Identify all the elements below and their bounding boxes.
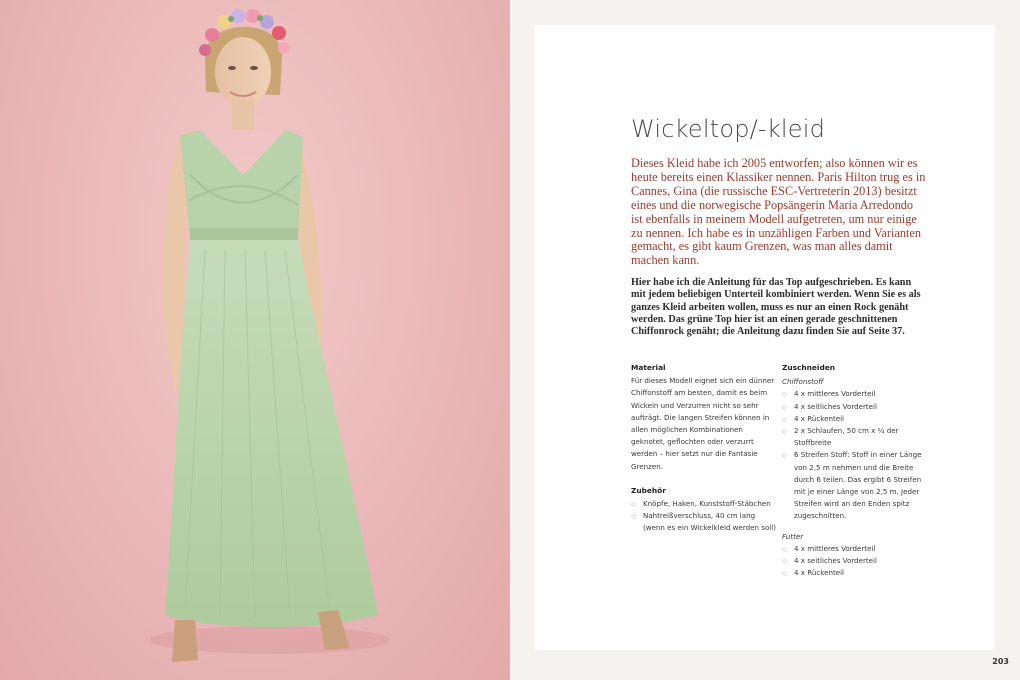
page-number: 203: [992, 657, 1009, 666]
futter-list: [782, 543, 932, 580]
instructions-paragraph: Hier habe ich die Anleitung für das Top aufgeschrieben. Es kann mit jedem beliebigen Unterteil kombiniert werden. Wenn Sie es als ganzes Kleid arbeiten wollen, muss es nur an einen Rock genäht werden. Das grüne Top hier ist an einen gerade geschnittenen Chiffonrock genäht; die Anleitung dazu finden Sie auf Seite 37.: [631, 277, 921, 338]
list-item: ◇ 4 x seitliches Vorderteil: [782, 555, 932, 567]
chiffon-label: Chiffonstoff: [782, 377, 824, 387]
skirt: [165, 240, 378, 627]
list-item: ◇ 4 x mittleres Vorderteil: [782, 388, 932, 400]
zuschneiden-column: [782, 362, 932, 579]
material-text: Für dieses Modell eignet sich ein dünner Chiffonstoff am besten, damit es beim Wickeln und Verzurren nicht so sehr aufträgt. Die langen Streifen können in allen möglichen Kombinationen geknotet, geflochten oder verzurrt werden – hier setzt nur die Fantasie Grenzen.: [631, 376, 775, 471]
list-item: ◇ 4 x Rückenteil: [782, 567, 932, 579]
list-item: ◇ 4 x mittleres Vorderteil: [782, 543, 932, 555]
list-item: ◇ Nahtreißverschluss, 40 cm lang (wenn es ein Wickelkleid werden soll): [631, 510, 777, 534]
list-item: ◇ Knöpfe, Haken, Kunststoff-Stäbchen: [631, 498, 777, 510]
content-card: [535, 25, 995, 650]
chiffon-list: [782, 388, 932, 522]
material-heading: Material: [631, 363, 666, 372]
bodice: [180, 130, 303, 240]
list-item: ◇ 6 Streifen Stoff: Stoff in einer Länge von 2,5 m nehmen und die Breite durch 6 teilen. Das ergibt 6 Streifen mit je einer Länge von 2,5 m. Jeder Streifen wird an den Enden spitz zugeschnitten.: [782, 449, 932, 522]
neck: [232, 100, 254, 130]
zuschneiden-heading: Zuschneiden: [782, 363, 836, 372]
zubehoer-list: [631, 498, 777, 535]
list-item: ◇ 4 x seitliches Vorderteil: [782, 401, 932, 413]
waistband: [190, 228, 298, 242]
list-item: ◇ 4 x Rückenteil: [782, 413, 932, 425]
material-column: [631, 362, 777, 535]
right-page: [510, 0, 1020, 680]
left-foot: [172, 620, 198, 662]
list-item: ◇ 2 x Schlaufen, 50 cm x ¼ der Stoffbreite: [782, 425, 932, 449]
zubehoer-heading: Zubehör: [631, 485, 666, 495]
intro-paragraph: Dieses Kleid habe ich 2005 entworfen; also können wir es heute bereits einen Klassiker nennen. Paris Hilton trug es in Cannes, Gina (die russische ESC-Vertreterin 2013) besitzt eines und die norwegische Popsängerin Maria Arredondo ist ebenfalls in meinem Modell aufgetreten, um nur einige zu nennen. Ich habe es in unzähligen Farben und Varianten gemacht, es gibt kaum Grenzen, was man alles damit machen kann.: [631, 156, 926, 268]
futter-label: Futter: [782, 531, 804, 541]
page-title: Wickeltop/-kleid: [631, 115, 826, 143]
